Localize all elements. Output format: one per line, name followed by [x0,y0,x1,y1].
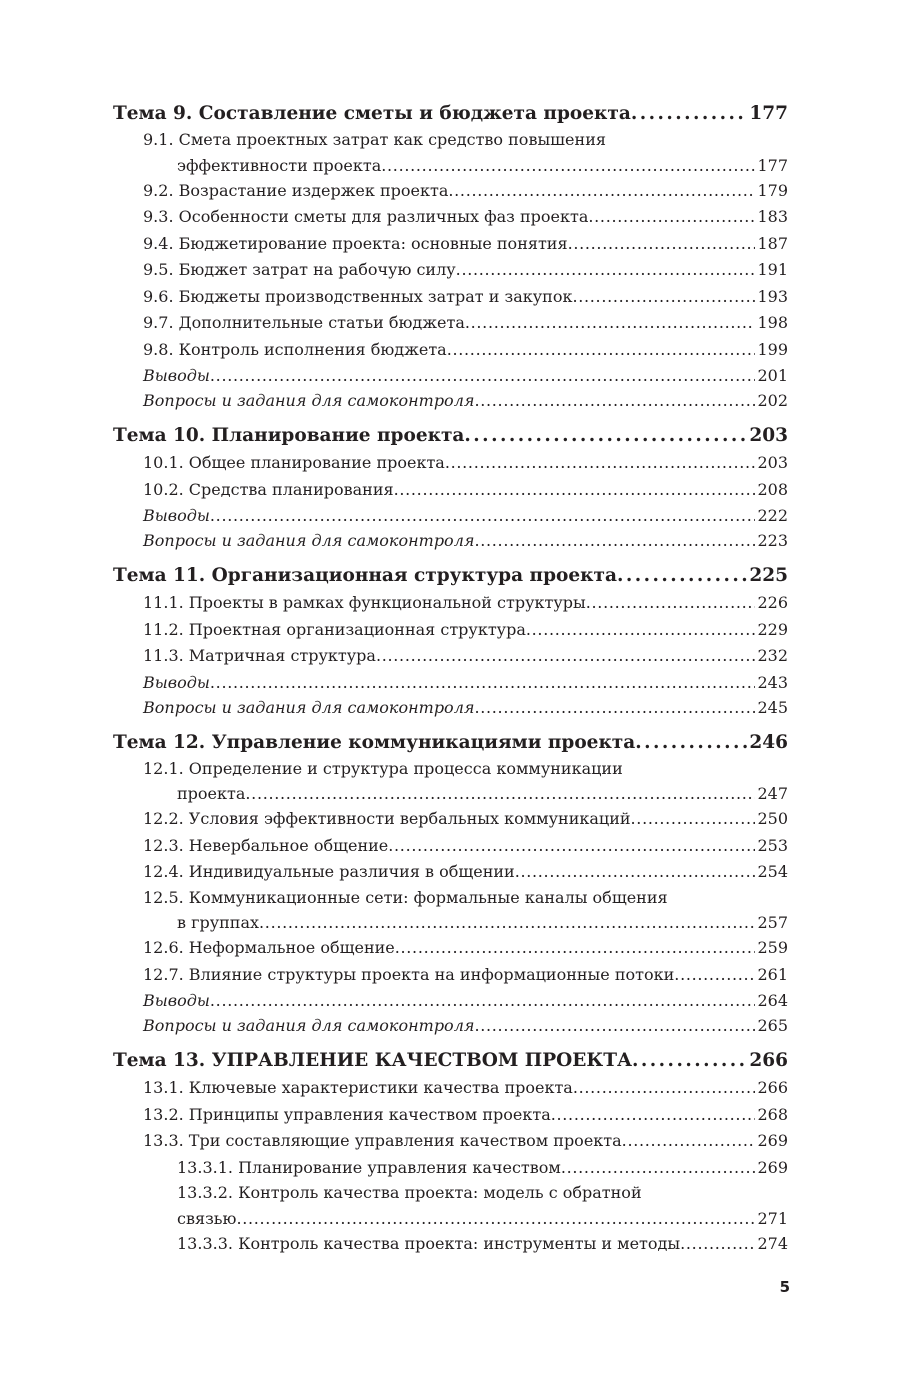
toc-questions[interactable] [113,1013,788,1038]
dot-leader [474,388,755,413]
toc-section[interactable] [113,590,788,617]
section-title: 13.2. Принципы управления качеством проекта [143,1104,551,1124]
section-page-number: 193 [757,286,788,306]
chapter-heading[interactable] [113,562,788,590]
chapter-10 [113,422,788,553]
section-page-number: 177 [757,155,788,175]
toc-subsection[interactable] [113,1231,788,1258]
dot-leader [395,935,756,962]
dot-leader [526,617,756,644]
toc-section[interactable] [113,833,788,860]
dot-leader [573,1075,756,1102]
dot-leader [245,781,755,806]
toc-section[interactable] [113,806,788,833]
chapter-heading[interactable] [113,100,788,128]
section-page-number: 191 [757,260,788,279]
dot-leader [635,729,747,757]
dot-leader [259,910,755,935]
toc-section[interactable] [113,337,788,364]
section-page-number: 199 [757,339,788,359]
section-page-number: 203 [757,453,788,472]
section-title: 11.3. Матричная структура [143,646,376,665]
section-title: 12.5. Коммуникационные сети: формальные каналы общения [143,887,668,907]
chapter-title: Тема 13. УПРАВЛЕНИЕ КАЧЕСТВОМ ПРОЕКТА [113,1050,633,1071]
section-title: 12.7. Влияние структуры проекта на информационные потоки [143,964,675,984]
chapter-title: Тема 11. Организационная структура проекта [113,565,617,586]
table-of-contents [113,100,788,1257]
section-page-number: 179 [757,180,788,200]
section-title-continuation: связью [177,1208,237,1228]
section-title: 12.4. Индивидуальные различия в общении [143,862,515,881]
chapter-heading[interactable] [113,422,788,450]
section-title: 13.3.3. Контроль качества проекта: инструменты и методы [177,1233,681,1253]
chapter-9 [113,100,788,413]
chapter-page-number: 246 [749,731,788,753]
section-title: 9.7. Дополнительные статьи бюджета [143,313,465,332]
chapter-page-number: 177 [749,103,788,124]
section-page-number: 257 [757,913,788,932]
dot-leader [381,153,755,178]
section-title: Выводы [143,672,210,692]
section-page-number: 253 [757,835,788,855]
section-page-number: 269 [757,1157,788,1177]
section-title: 10.1. Общее планирование проекта [143,453,445,472]
dot-leader [568,231,756,258]
dot-leader [445,450,756,477]
section-title: 12.6. Неформальное общение [143,938,395,957]
toc-section[interactable] [113,450,788,477]
dot-leader [515,859,756,886]
chapter-13 [113,1047,788,1257]
section-page-number: 198 [757,313,788,332]
section-page-number: 250 [757,809,788,828]
dot-leader [680,1231,755,1258]
toc-section[interactable] [113,128,788,178]
section-title: 9.5. Бюджет затрат на рабочую силу [143,260,456,279]
dot-leader [464,422,747,450]
dot-leader [617,562,747,590]
toc-summary[interactable] [113,503,788,528]
dot-leader [210,363,756,388]
dot-leader [210,988,756,1013]
dot-leader [474,695,755,720]
toc-questions[interactable] [113,528,788,553]
section-title: 12.3. Невербальное общение [143,835,389,855]
toc-section[interactable] [113,1075,788,1102]
dot-leader [631,100,748,128]
section-page-number: 268 [757,1104,788,1124]
toc-section[interactable] [113,1102,788,1129]
toc-section[interactable] [113,886,788,936]
toc-questions[interactable] [113,388,788,413]
section-title: 9.2. Возрастание издержек проекта [143,180,449,200]
toc-section[interactable] [113,284,788,311]
section-title: 11.1. Проекты в рамках функциональной структуры [143,593,586,612]
section-title: 13.3. Три составляющие управления качеством проекта [143,1131,622,1150]
section-page-number: 259 [757,938,788,957]
dot-leader [631,806,756,833]
dot-leader [376,643,756,670]
dot-leader [474,1013,755,1038]
section-title: Выводы [143,991,210,1010]
section-page-number: 187 [757,233,788,253]
section-page-number: 201 [757,366,788,385]
dot-leader [236,1206,755,1231]
section-title: 9.4. Бюджетирование проекта: основные понятия [143,233,568,253]
dot-leader [447,337,756,364]
section-page-number: 243 [757,672,788,692]
toc-summary[interactable] [113,363,788,388]
section-page-number: 232 [757,646,788,665]
dot-leader [456,257,756,284]
dot-leader [586,590,756,617]
section-page-number: 183 [757,207,788,226]
section-page-number: 247 [757,784,788,803]
section-title: 13.1. Ключевые характеристики качества проекта [143,1078,573,1097]
dot-leader [632,1047,747,1075]
section-title: Вопросы и задания для самоконтроля [143,531,475,550]
section-page-number: 223 [757,531,788,550]
dot-leader [674,962,755,989]
toc-section[interactable] [113,477,788,504]
section-page-number: 274 [757,1233,788,1253]
section-title: Вопросы и задания для самоконтроля [143,697,475,717]
chapter-page-number: 225 [749,565,788,586]
dot-leader [572,284,755,311]
chapter-page-number: 203 [749,425,788,446]
section-title: 12.1. Определение и структура процесса коммуникации [143,758,623,778]
toc-questions[interactable] [113,695,788,720]
chapter-title: Тема 10. Планирование проекта [113,425,465,446]
section-page-number: 265 [757,1016,788,1035]
toc-subsection[interactable] [113,1181,788,1231]
section-page-number: 261 [757,964,788,984]
section-page-number: 266 [757,1078,788,1097]
section-page-number: 208 [757,479,788,499]
dot-leader [588,204,755,231]
toc-summary[interactable] [113,670,788,695]
dot-leader [394,477,756,504]
dot-leader [210,670,756,695]
section-title-continuation: в группах [177,913,260,932]
section-title: 11.2. Проектная организационная структура [143,619,526,639]
toc-summary[interactable] [113,988,788,1013]
section-page-number: 271 [757,1208,788,1228]
toc-section[interactable] [113,617,788,644]
toc-section[interactable] [113,310,788,337]
chapter-11 [113,562,788,720]
section-title: 13.3.1. Планирование управления качеством [177,1157,561,1177]
toc-section[interactable] [113,757,788,807]
chapter-page-number: 266 [749,1050,788,1071]
dot-leader [561,1155,756,1182]
toc-section[interactable] [113,257,788,284]
section-page-number: 269 [757,1131,788,1150]
section-title: 12.2. Условия эффективности вербальных коммуникаций [143,809,631,828]
chapter-title: Тема 9. Составление сметы и бюджета проекта [113,103,631,124]
dot-leader [210,503,756,528]
dot-leader [448,178,755,205]
section-title: Выводы [143,366,210,385]
toc-section[interactable] [113,859,788,886]
toc-section[interactable] [113,935,788,962]
toc-subsection[interactable] [113,1155,788,1182]
toc-section[interactable] [113,643,788,670]
toc-section[interactable] [113,178,788,205]
section-title: 9.8. Контроль исполнения бюджета [143,339,447,359]
section-title: Вопросы и задания для самоконтроля [143,1016,475,1035]
dot-leader [551,1102,756,1129]
toc-section[interactable] [113,962,788,989]
dot-leader [465,310,756,337]
dot-leader [622,1128,756,1155]
section-title: 10.2. Средства планирования [143,479,394,499]
section-page-number: 264 [757,991,788,1010]
dot-leader [474,528,755,553]
chapter-12 [113,729,788,1039]
section-page-number: 222 [757,506,788,525]
section-page-number: 202 [757,391,788,410]
section-page-number: 226 [757,593,788,612]
section-title: 9.3. Особенности сметы для различных фаз проекта [143,207,589,226]
section-page-number: 229 [757,619,788,639]
chapter-heading[interactable] [113,729,788,757]
chapter-title: Тема 12. Управление коммуникациями проекта [113,731,636,753]
chapter-heading[interactable] [113,1047,788,1075]
toc-section[interactable] [113,231,788,258]
section-page-number: 254 [757,862,788,881]
toc-section[interactable] [113,1128,788,1155]
section-page-number: 245 [757,697,788,717]
section-title: 9.1. Смета проектных затрат как средство повышения [143,130,606,149]
page-number: 5 [779,1278,790,1296]
section-title: Вопросы и задания для самоконтроля [143,391,475,410]
section-title-continuation: эффективности проекта [177,155,382,175]
toc-section[interactable] [113,204,788,231]
section-title-continuation: проекта [177,784,246,803]
section-title: Выводы [143,506,210,525]
section-title: 9.6. Бюджеты производственных затрат и закупок [143,286,573,306]
section-title: 13.3.2. Контроль качества проекта: модель с обратной [177,1183,642,1202]
dot-leader [388,833,755,860]
